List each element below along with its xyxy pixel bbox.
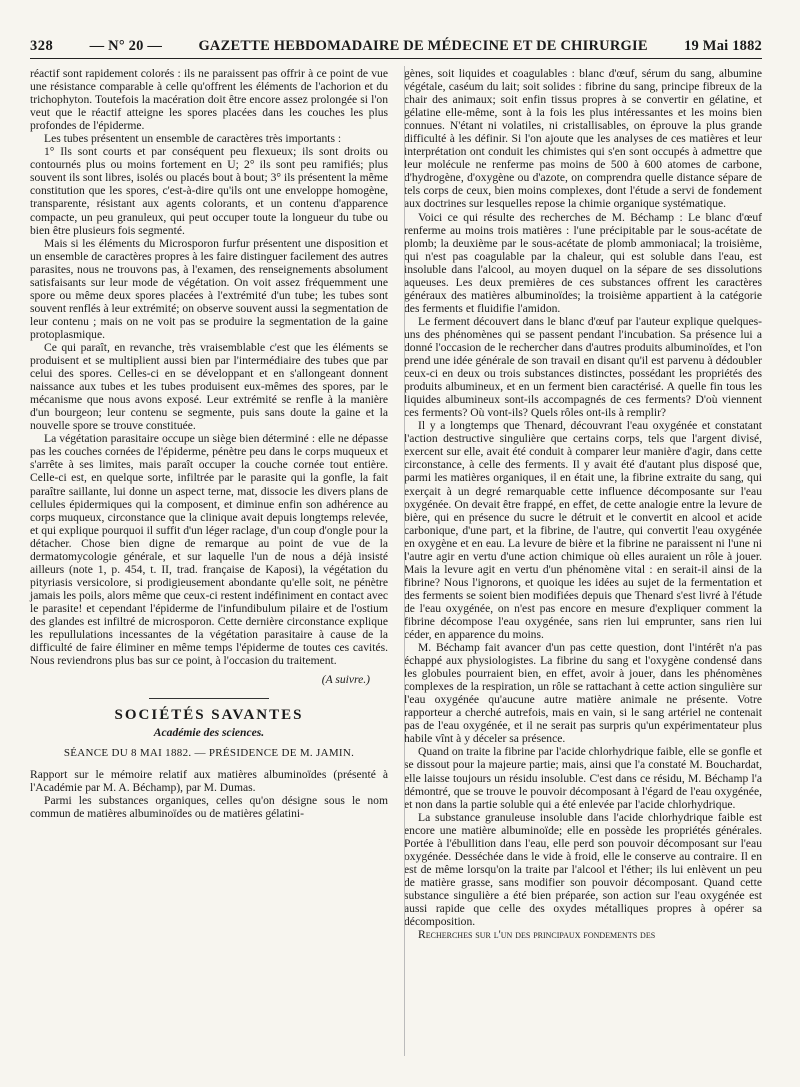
paragraph: Le ferment découvert dans le blanc d'œuf par l'auteur explique quelques-uns des phénomènes qui se passent pendant l'incubation. Sa présence lui a donné l'occasion de le rechercher dans d'autres produits albuminoïdes, et l'on prend une idée générale de son travail en disant qu'il est parvenu à dédoubler ceux-ci en deux ou trois substances distinctes, possédant les propriétés des produits albumineux, et en un ferment bien caractérisé. A quelle fin tous les liquides albumineux sont-ils accompagnés de ces ferments? D'où viennent ces ferments? Où vont-ils? Quels rôles ont-ils à remplir? <box>404 314 762 420</box>
session-heading: SÉANCE DU 8 MAI 1882. — PRÉSIDENCE DE M. JAMIN. <box>63 747 355 760</box>
column-divider <box>404 66 405 1056</box>
to-be-continued: (A suivre.) <box>321 673 370 687</box>
issue-number: — N° 20 — <box>89 38 163 54</box>
paragraph: Parmi les substances organiques, celles qu'on désigne sous le nom commun de matières albuminoïdes ou de matières gélatini- <box>30 794 388 821</box>
left-column <box>30 67 388 941</box>
paragraph: M. Béchamp fait avancer d'un pas cette question, dont l'intérêt n'a pas échappé aux physiologistes. La fibrine du sang et l'oxygène condensé dans les globules pourraient bien, en effet, avoir à jouer, dans les phénomènes complexes de la respiration, un rôle se rattachant à cette action singulière sur l'eau oxygénée qu'aucune autre matière animale ne présente. Votre rapporteur a cherché autrefois, mais en vain, si le sang artériel ne contenait pas de l'eau oxygénée, et il ne serait pas surpris qu'un expérimentateur plus habile vînt à y déceler sa présence. <box>404 641 762 746</box>
paragraph: Il y a longtemps que Thenard, découvrant l'eau oxygénée et constatant l'action destructive singulière que certains corps, tels que l'argent divisé, exercent sur elle, avait été conduit à comparer leur manière d'agir, dans cette circonstance, à celle des ferments. Il y avait été d'autant plus disposé que, parmi les matières organiques, il en était une, la fibrine extraite du sang, qui exerçait à un degré remarquable cette influence décomposante sur l'eau oxygénée. On devait être frappé, en effet, de cette analogie entre la levure de bière, qui en présence du sucre le détruit et le convertit en alcool et acide carbonique, d'une part, et la fibrine, de l'autre, qui convertit l'eau oxygénée en oxygène et en eau. La levure de bière et la fibrine ne paraissent ni l'une ni l'autre agir en vertu d'une action chimique où elles auraient un rôle à jouer. Mais la levure agit en vertu d'un phénomène vital : en serait-il ainsi de la fibrine? Nous l'ignorons, et quoique les idées au sujet de la fermentation et des ferments se soient bien modifiées depuis que Thenard s'est livré à l'étude de l'eau oxygénée, on n'est pas encore en mesure d'expliquer comment la fibrine décompose l'eau oxygénée, sans rien lui emprunter, sans rien lui céder, en apparence du moins. <box>404 419 762 642</box>
paragraph: Les tubes présentent un ensemble de caractères très importants : <box>44 132 342 146</box>
right-column <box>404 67 762 941</box>
section-title: SOCIÉTÉS SAVANTES <box>114 707 304 724</box>
paragraph: La végétation parasitaire occupe un siège bien déterminé : elle ne dépasse pas les couches cornées de l'épiderme, pénètre peu dans le corps muqueux et s'arrête à ses limites, mais paraît occuper la couche cornée tout entière. Celle-ci est, en quelque sorte, infiltrée par le parasite qui la gonfle, la fait paraître saillante, lui donne un aspect terne, mat, dissocie les divers plans de cellules épidermiques qui la composent, et diminue enfin son adhérence au corps muqueux, circonstance que la clinique avait depuis longtemps relevée, et qui explique pourquoi il suffit d'un léger raclage, d'un coup d'ongle pour la détacher. Chose bien digne de remarque au point de vue de la dermatomycologie générale, et sur laquelle l'un de nous a déjà insisté ailleurs (note 1, p. 454, t. II, trad. française de Kaposi), la végétation du pityriasis versicolore, si prodigieusement abondante qu'elle soit, ne pénètre jamais les poils, alors même que ceux-ci restent indéfiniment en contact avec le parasite! et cependant l'épiderme de l'infundibulum pilaire et de l'ostium des glandes est infiltré de microsporon. Cette dernière circonstance explique les repullulations incessantes de la végétation parasitaire à cause de la difficulté de faire éliminer en même temps l'épiderme de toutes ces cavités. Nous reviendrons plus bas sur ce point, à l'occasion du traitement. <box>30 432 388 668</box>
next-section-heading: Recherches sur l'un des principaux fondements des <box>418 928 656 942</box>
paragraph: Ce qui paraît, en revanche, très vraisemblable c'est que les éléments se produisent et se multiplient aussi bien par l'intermédiaire des tubes que par celui des spores. Celles-ci en se développant et en s'allongeant donnent naissance aux tubes et les tubes produisent eux-mêmes des spores, par le mécanisme que nous avons exposé. Leur extrémité se renfle à la manière d'un bourgeon; leur contenu se segmente, puis sans doute la gaine et la nouvelle spore se trouve constituée. <box>30 340 388 433</box>
report-title: Rapport sur le mémoire relatif aux matières albuminoïdes (présenté à l'Académie par M. A. Béchamp), par M. Dumas. <box>30 768 388 795</box>
paragraph: gènes, soit liquides et coagulables : blanc d'œuf, sérum du sang, albumine végétale, caséum du lait; soit solides : fibrine du sang, principe fibreux de la chair des animaux; soit enfin tissus propres à se convertir en gélatine, et gélatine elle-même, sont à la fois les plus intéressantes et les moins bien connues. N'étant ni volatiles, ni cristallisables, on éprouve la plus grande difficulté à les définir. Si l'on ajoute que les analyses de ces matières et leur interprétation ont conduit les chimistes qui s'en sont occupés à admettre que leur molécule ne renferme pas moins de 500 à 600 atomes de carbone, d'hydrogène, d'oxygène ou d'azote, on comprendra quelle distance sépare de tels corps de ceux, bien moins complexes, dont l'étude a servi de fondement aux doctrines sur lesquelles repose la chimie organique systématique. <box>404 67 762 211</box>
paragraph: Quand on traite la fibrine par l'acide chlorhydrique faible, elle se gonfle et se dissout pour la majeure partie; mais, ainsi que l'a constaté M. Bouchardat, elle laisse toujours un résidu insoluble. C'est dans ce résidu, M. Béchamp l'a démontré, que se trouve le pouvoir décomposant à l'égard de l'eau oxygénée, et non dans la partie soluble qui a été enlevée par l'acide chlorhydrique. <box>404 745 762 811</box>
running-header <box>30 38 762 59</box>
paragraph: La substance granuleuse insoluble dans l'acide chlorhydrique faible est encore une matière albuminoïde; elle en possède les propriétés générales. Portée à l'ébullition dans l'eau, elle perd son pouvoir décomposant sur l'eau oxygénée. Desséchée dans le vide à froid, elle le conserve au contraire. Il en est de même lorsqu'on la traite par l'alcool et l'éther; ils lui enlèvent un peu de matière grasse, sans modifier son pouvoir décomposant. Quand cette substance singulière a été bien préparée, son action sur l'eau oxygénée est aussi rapide que celle des oxydes métalliques propres à opérer sa décomposition. <box>404 810 762 929</box>
page-number: 328 <box>30 38 54 54</box>
issue-date: 19 Mai 1882 <box>684 38 762 54</box>
academy-heading: Académie des sciences. <box>153 726 265 740</box>
paragraph: Voici ce qui résulte des recherches de M. Béchamp : Le blanc d'œuf renferme au moins trois matières : l'une précipitable par le sous-acétate de plomb; la deuxième par le sous-acétate de plomb ammoniacal; la troisième, qui n'est pas coagulable par la chaleur, qui est soluble dans l'eau, est insoluble dans l'alcool, au moyen duquel on la sépare de ses dissolutions aqueuses. Les deux premières de ces substances offrent les caractères généraux des matières albuminoïdes; la troisième appartient à la catégorie des ferments et fluidifie l'amidon. <box>404 210 762 315</box>
section-rule <box>149 698 269 699</box>
journal-title: GAZETTE HEBDOMADAIRE DE MÉDECINE ET DE CHIRURGIE <box>198 38 648 54</box>
paragraph: réactif sont rapidement colorés : ils ne paraissent pas offrir à ce point de vue une résistance comparable à celle qu'offrent les éléments de l'achorion et du trichophyton. Toutefois la macération doit être encore assez prolongée si l'on veut que le réactif atteigne les spores placées dans les couches les plus profondes de l'épiderme. <box>30 67 388 133</box>
paragraph: Mais si les éléments du Microsporon furfur présentent une disposition et un ensemble de caractères propres à les faire distinguer facilement des autres parasites, nous ne trouvons pas, à l'examen, des renseignements absolument satisfaisants sur leur mode de végétation. On voit assez fréquemment une spore ou même deux spores placées à l'extrémité d'un tube; les tubes sont souvent renflés à leur extrémité; on observe souvent aussi la segmentation de leur contenu ; mais on ne voit pas se produire la segmentation de la gaine protoplasmique. <box>30 236 388 341</box>
paragraph: 1° Ils sont courts et par conséquent peu flexueux; ils sont droits ou contournés plus ou moins fortement en U; 2° ils sont peu ramifiés; plus souvent ils sont libres, isolés ou placés bout à bout; 3° ils présentent la même constitution que les spores, c'est-à-dire qu'ils ont une enveloppe homogène, transparente, résistant aux agents colorants, et un contenu d'apparence compacte, un peu granuleux, qui peut occuper toute la longueur du tube ou bien être plusieurs fois segmenté. <box>30 145 388 237</box>
